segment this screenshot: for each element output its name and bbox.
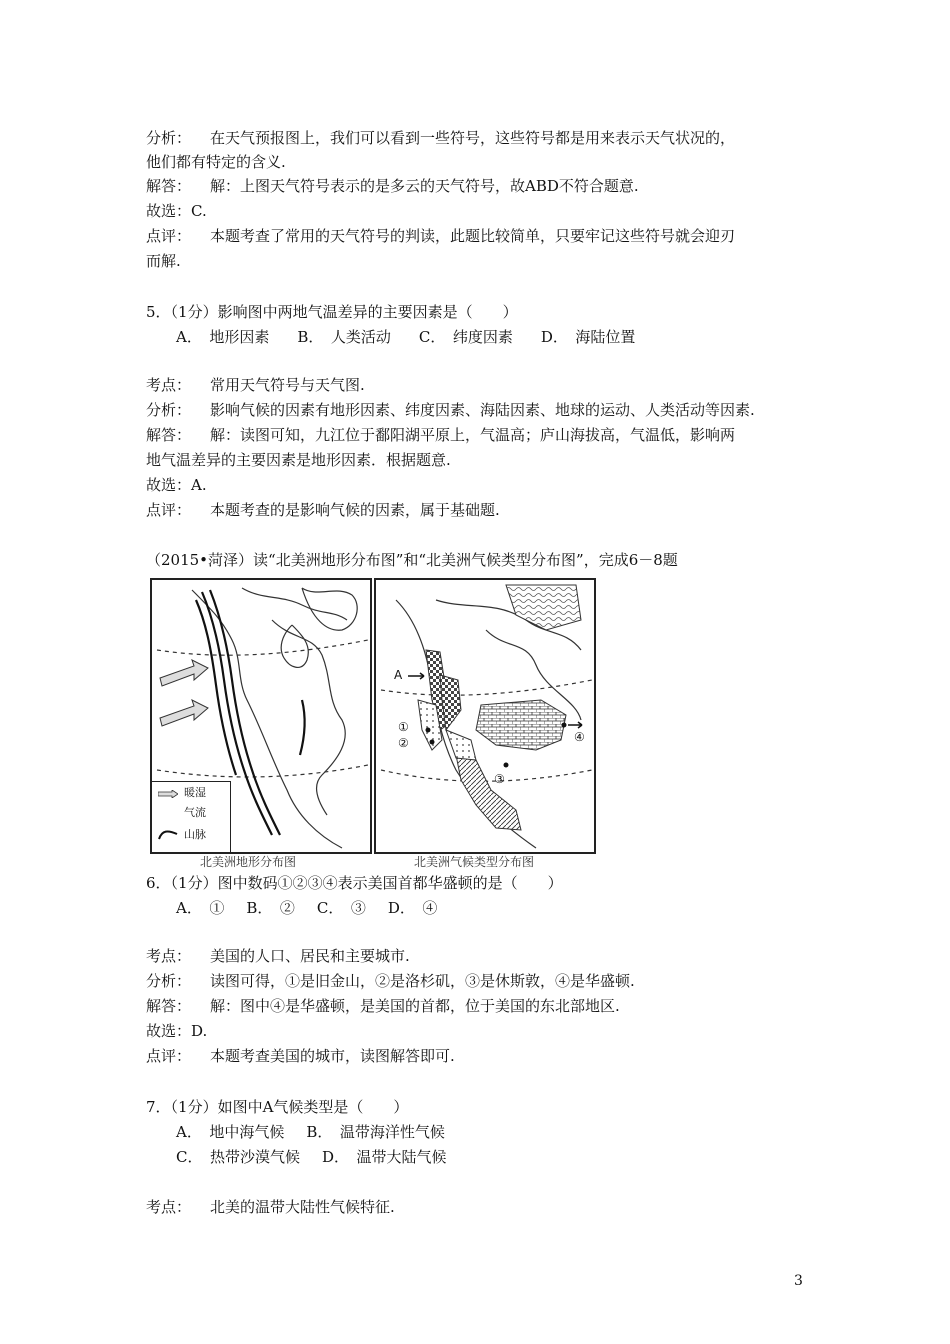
marker-1-dot xyxy=(426,728,431,733)
q5-answer-line2: 地气温差异的主要因素是地形因素．根据题意. xyxy=(146,451,451,469)
q4-answer xyxy=(146,175,639,197)
marker-3: ③ xyxy=(494,772,505,786)
kaodian-text: 常用天气符号与天气图. xyxy=(210,376,365,394)
q6-stem: 6．（1分）图中数码①②③④表示美国首都华盛顿的是（ ） xyxy=(146,874,563,892)
q5-choice: 故选：A. xyxy=(146,476,207,494)
q7-option-a: A． 地中海气候 xyxy=(176,1123,285,1141)
marker-4: ④ xyxy=(574,730,585,744)
north-america-figure xyxy=(150,572,596,872)
q6-answer xyxy=(146,995,620,1017)
hudson-bay xyxy=(281,625,308,667)
q7-option-b: B． 温带海洋性气候 xyxy=(306,1123,445,1141)
q4-analysis-line1 xyxy=(146,127,735,149)
tundra-region xyxy=(506,585,581,630)
q5-comment xyxy=(146,499,500,521)
greenland xyxy=(302,588,357,630)
comment-label: 点评： xyxy=(146,227,192,245)
marker-2-dot xyxy=(430,740,435,745)
climate-latitude-line-2 xyxy=(381,770,592,781)
terrain-map-caption: 北美洲地形分布图 xyxy=(200,855,297,869)
answer-text: 解：图中④是华盛顿，是美国的首都，位于美国的东北部地区. xyxy=(210,997,620,1015)
q6-option-d: D． ④ xyxy=(387,899,438,917)
rocky-mountains-3 xyxy=(196,600,236,775)
q5-kaodian xyxy=(146,374,365,396)
label-a: A xyxy=(394,668,403,682)
q6-kaodian xyxy=(146,945,410,967)
q5-option-b: B． 人类活动 xyxy=(297,328,391,346)
answer-label: 解答： xyxy=(146,426,192,444)
q6-option-c: C． ③ xyxy=(316,899,366,917)
climate-map-caption: 北美洲气候类型分布图 xyxy=(414,855,535,869)
coastline-north xyxy=(242,588,347,620)
climate-map-drawing xyxy=(376,580,594,852)
legend-warm-label: 暖湿 xyxy=(184,786,206,799)
q5-answer-line1 xyxy=(146,424,735,446)
marker-4-dot xyxy=(562,723,567,728)
q4-comment-line2: 而解. xyxy=(146,252,181,270)
legend-flow-label: 气流 xyxy=(184,806,206,819)
kaodian-text: 北美的温带大陆性气候特征. xyxy=(210,1198,395,1216)
analysis-text: 在天气预报图上，我们可以看到一些符号，这些符号都是用来表示天气状况的， xyxy=(210,129,736,147)
answer-label: 解答： xyxy=(146,997,192,1015)
appalachian-mountains xyxy=(300,700,305,755)
q7-kaodian xyxy=(146,1196,395,1218)
q7-option-c: C． 热带沙漠气候 xyxy=(176,1148,300,1166)
q5-stem: 5．（1分）影响图中两地气温差异的主要因素是（ ） xyxy=(146,303,518,321)
terrain-legend xyxy=(152,781,231,852)
marker-1: ① xyxy=(398,720,409,734)
group-intro: （2015•菏泽）读“北美洲地形分布图”和“北美洲气候类型分布图”，完成6－8题 xyxy=(146,551,678,569)
answer-label: 解答： xyxy=(146,177,192,195)
q4-comment-line1 xyxy=(146,225,735,247)
legend-arrow-icon xyxy=(158,788,178,796)
kaodian-label: 考点： xyxy=(146,947,192,965)
q6-analysis xyxy=(146,970,635,992)
q4-analysis-line2: 他们都有特定的含义. xyxy=(146,153,286,171)
q6-comment xyxy=(146,1045,455,1067)
analysis-text: 读图可得，①是旧金山，②是洛杉矶，③是休斯敦，④是华盛顿. xyxy=(210,972,635,990)
marker-2: ② xyxy=(398,736,409,750)
climate-map xyxy=(374,578,596,854)
q4-choice: 故选：C. xyxy=(146,202,207,220)
legend-mountain-icon xyxy=(158,828,178,840)
q7-stem: 7．（1分）如图中A气候类型是（ ） xyxy=(146,1098,409,1116)
q6-option-b: B． ② xyxy=(246,899,295,917)
answer-text: 解：读图可知，九江位于鄱阳湖平原上，气温高；庐山海拔高，气温低，影响两 xyxy=(210,426,736,444)
comment-text: 本题考查美国的城市，读图解答即可. xyxy=(210,1047,455,1065)
q7-options-row1 xyxy=(176,1121,467,1143)
analysis-label: 分析： xyxy=(146,129,192,147)
q6-choice: 故选：D. xyxy=(146,1022,208,1040)
kaodian-text: 美国的人口、居民和主要城市. xyxy=(210,947,410,965)
warm-air-arrow-1 xyxy=(160,660,208,686)
comment-label: 点评： xyxy=(146,501,192,519)
desert-region xyxy=(446,730,476,760)
q5-options xyxy=(176,326,663,348)
comment-label: 点评： xyxy=(146,1047,192,1065)
answer-text: 解：上图天气符号表示的是多云的天气符号，故ABD不符合题意. xyxy=(210,177,639,195)
warm-air-arrow-2 xyxy=(160,700,208,726)
tropical-region xyxy=(456,755,521,830)
q7-option-d: D． 温带大陆气候 xyxy=(321,1148,447,1166)
latitude-line-1 xyxy=(157,640,368,655)
temperate-continental-region xyxy=(476,700,566,750)
q6-option-a: A． ① xyxy=(176,899,225,917)
analysis-label: 分析： xyxy=(146,401,192,419)
legend-mountain-label: 山脉 xyxy=(184,828,206,841)
marker-4-arrow xyxy=(568,722,582,728)
comment-text: 本题考查的是影响气候的因素，属于基础题. xyxy=(210,501,500,519)
q5-option-a: A． 地形因素 xyxy=(176,328,270,346)
q5-option-c: C． 纬度因素 xyxy=(418,328,513,346)
analysis-text: 影响气候的因素有地形因素、纬度因素、海陆因素、地球的运动、人类活动等因素. xyxy=(210,401,755,419)
kaodian-label: 考点： xyxy=(146,1198,192,1216)
q6-options xyxy=(176,897,459,919)
analysis-label: 分析： xyxy=(146,972,192,990)
marker-3-dot xyxy=(504,763,509,768)
latitude-line-2 xyxy=(157,765,368,777)
kaodian-label: 考点： xyxy=(146,376,192,394)
climate-latitude-line-1 xyxy=(381,680,592,695)
page-number: 3 xyxy=(794,1273,803,1289)
q5-option-d: D． 海陆位置 xyxy=(540,328,636,346)
q7-options-row2 xyxy=(176,1146,469,1168)
q5-analysis xyxy=(146,399,755,421)
terrain-map xyxy=(150,578,372,854)
comment-text: 本题考查了常用的天气符号的判读，此题比较简单，只要牢记这些符号就会迎刃 xyxy=(210,227,736,245)
